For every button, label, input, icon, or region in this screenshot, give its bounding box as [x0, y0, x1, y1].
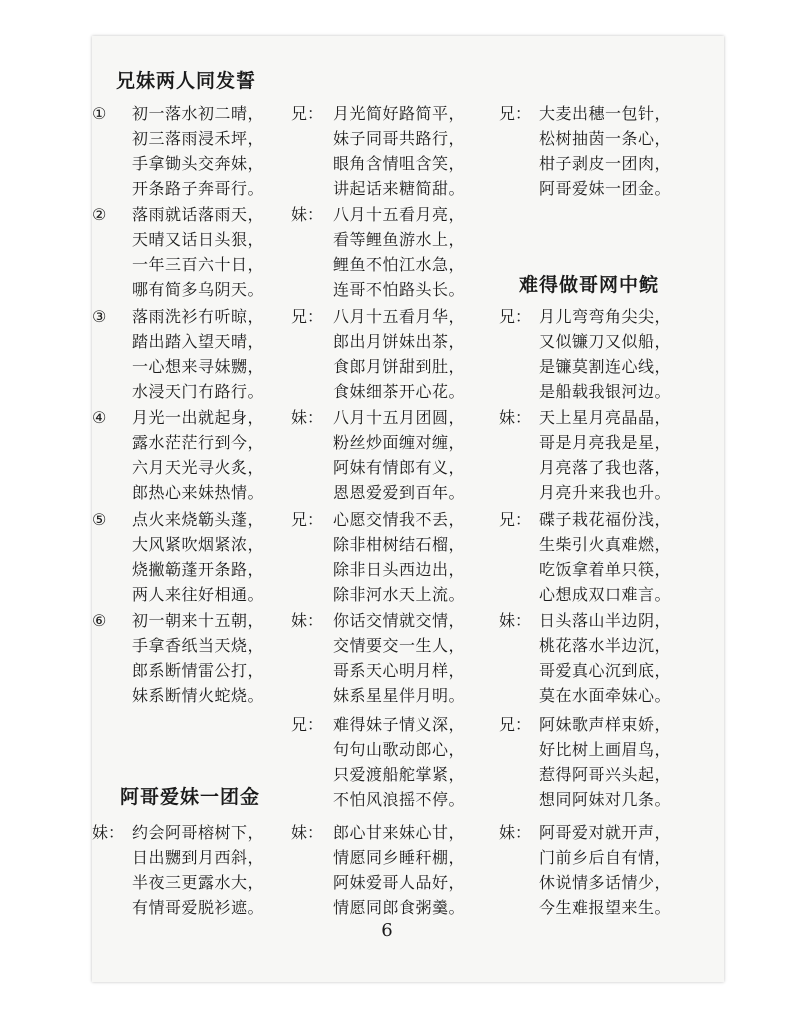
section-title: 兄妹两人同发誓 [116, 70, 257, 92]
verse-line: 烧撇簕蓬开条路， [132, 560, 265, 579]
verse-line: 鲤鱼不怕江水急， [333, 255, 466, 274]
speaker-label: 兄： [291, 715, 324, 734]
verse-line: 眼角含情咀含笑， [333, 154, 466, 173]
verse-line: 食郎月饼甜到肚， [333, 357, 466, 376]
stanza-number: ⑤ [92, 510, 107, 529]
verse-line: 水浸天门冇路行。 [132, 382, 265, 401]
verse-line: 看等鲤鱼游水上， [333, 230, 466, 249]
speaker-label: 妹： [291, 205, 324, 224]
verse-line: 阿哥爱妹一团金。 [539, 179, 672, 198]
verse-line: 天晴又话日头狠， [132, 230, 265, 249]
speaker-label: 妹： [291, 408, 324, 427]
verse-line: 阿哥爱对就开声， [539, 823, 672, 842]
verse-line: 阿妹有情郎有义， [333, 458, 466, 477]
verse-line: 好比树上画眉鸟， [539, 740, 672, 759]
speaker-label: 妹： [92, 823, 125, 842]
verse-line: 食妹细茶开心花。 [333, 382, 466, 401]
verse-line: 连哥不怕路头长。 [333, 280, 466, 299]
speaker-label: 妹： [499, 611, 532, 630]
verse-line: 恩恩爱爱到百年。 [333, 483, 466, 502]
verse-line: 开条路子奔哥行。 [132, 179, 265, 198]
verse-line: 妹子同哥共路行， [333, 129, 466, 148]
verse-line: 柑子剥皮一团肉， [539, 154, 672, 173]
verse-line: 想同阿妹对几条。 [539, 790, 672, 809]
verse-line: 郎热心来妹热情。 [132, 483, 265, 502]
speaker-label: 妹： [499, 823, 532, 842]
verse-line: 八月十五月团圆， [333, 408, 466, 427]
verse-line: 月儿弯弯角尖尖， [539, 307, 672, 326]
verse-line: 日出嬲到月西斜， [132, 848, 265, 867]
verse-line: 月光一出就起身， [132, 408, 265, 427]
verse-line: 心想成双口难言。 [539, 585, 672, 604]
verse-line: 八月十五看月华， [333, 307, 466, 326]
verse-line: 大麦出穗一包针， [539, 104, 672, 123]
verse-line: 手拿锄头交奔妹， [132, 154, 265, 173]
verse-line: 情愿同乡睡秆棚， [333, 848, 466, 867]
stanza-number: ④ [92, 408, 107, 427]
verse-line: 郎系断情雷公打， [132, 661, 265, 680]
verse-line: 碟子栽花福份浅， [539, 510, 672, 529]
verse-line: 句句山歌动郎心， [333, 740, 466, 759]
verse-line: 惹得阿哥兴头起， [539, 765, 672, 784]
verse-line: 不怕风浪摇不停。 [333, 790, 466, 809]
speaker-label: 妹： [291, 823, 324, 842]
verse-line: 两人来往好相通。 [132, 585, 265, 604]
verse-line: 踏出踏入望天晴， [132, 332, 265, 351]
speaker-label: 兄： [499, 510, 532, 529]
verse-line: 难得妹子情义深， [333, 715, 466, 734]
speaker-label: 兄： [499, 104, 532, 123]
verse-line: 松树抽茵一条心， [539, 129, 672, 148]
verse-line: 粉丝炒面缠对缠， [333, 433, 466, 452]
verse-line: 除非日头西边出， [333, 560, 466, 579]
verse-line: 露水茫茫行到今， [132, 433, 265, 452]
verse-line: 天上星月亮晶晶， [539, 408, 672, 427]
verse-line: 一年三百六十日， [132, 255, 265, 274]
verse-line: 哥是月亮我是星， [539, 433, 672, 452]
verse-line: 哥系天心明月样， [333, 661, 466, 680]
verse-line: 妹系星星伴月明。 [333, 686, 466, 705]
verse-line: 情愿同郎食粥羹。 [333, 898, 466, 917]
verse-line: 手拿香纸当天烧， [132, 636, 265, 655]
verse-line: 初三落雨浸禾坪， [132, 129, 265, 148]
verse-line: 除非柑树结石榴， [333, 535, 466, 554]
verse-line: 一心想来寻妹嬲， [132, 357, 265, 376]
verse-line: 初一朝来十五朝， [132, 611, 265, 630]
verse-line: 日头落山半边阴， [539, 611, 672, 630]
verse-line: 妹系断情火蛇烧。 [132, 686, 265, 705]
stanza-number: ③ [92, 307, 107, 326]
verse-line: 哪有简多乌阴天。 [132, 280, 265, 299]
verse-line: 吃饭拿着单只筷， [539, 560, 672, 579]
book-page [92, 36, 724, 982]
verse-line: 六月天光寻火炙， [132, 458, 265, 477]
verse-line: 大风紧吹烟紧浓， [132, 535, 265, 554]
verse-line: 月亮升来我也升。 [539, 483, 672, 502]
verse-line: 点火来烧簕头蓬， [132, 510, 265, 529]
speaker-label: 兄： [499, 307, 532, 326]
verse-line: 初一落水初二晴， [132, 104, 265, 123]
verse-line: 是船载我银河边。 [539, 382, 672, 401]
verse-line: 八月十五看月亮， [333, 205, 466, 224]
stanza-number: ⑥ [92, 611, 107, 630]
verse-line: 半夜三更露水大， [132, 873, 265, 892]
verse-line: 阿妹爱哥人品好， [333, 873, 466, 892]
verse-line: 心愿交情我不丢， [333, 510, 466, 529]
verse-line: 郎出月饼妹出茶， [333, 332, 466, 351]
speaker-label: 兄： [291, 510, 324, 529]
verse-line: 哥爱真心沉到底， [539, 661, 672, 680]
verse-line: 月亮落了我也落， [539, 458, 672, 477]
verse-line: 落雨洗衫冇听晾， [132, 307, 265, 326]
verse-line: 莫在水面牵妹心。 [539, 686, 672, 705]
verse-line: 今生难报望来生。 [539, 898, 672, 917]
verse-line: 落雨就话落雨天， [132, 205, 265, 224]
verse-line: 又似镰刀又似船， [539, 332, 672, 351]
stanza-number: ① [92, 104, 107, 123]
speaker-label: 兄： [291, 104, 324, 123]
verse-line: 休说情多话情少， [539, 873, 672, 892]
speaker-label: 兄： [499, 715, 532, 734]
verse-line: 是镰莫割连心线， [539, 357, 672, 376]
verse-line: 月光简好路简平， [333, 104, 466, 123]
verse-line: 门前乡后自有情， [539, 848, 672, 867]
speaker-label: 兄： [291, 307, 324, 326]
speaker-label: 妹： [499, 408, 532, 427]
stanza-number: ② [92, 205, 107, 224]
verse-line: 有情哥爱脱衫遮。 [132, 898, 265, 917]
verse-line: 只爱渡船舵掌紧， [333, 765, 466, 784]
verse-line: 约会阿哥榕树下， [132, 823, 265, 842]
verse-line: 除非河水天上流。 [333, 585, 466, 604]
verse-line: 郎心甘来妹心甘， [333, 823, 466, 842]
page-number: 6 [381, 920, 393, 941]
section-title: 阿哥爱妹一团金 [120, 786, 261, 808]
verse-line: 桃花落水半边沉， [539, 636, 672, 655]
verse-line: 生柴引火真难燃， [539, 535, 672, 554]
verse-line: 交情要交一生人， [333, 636, 466, 655]
section-title: 难得做哥网中鲩 [519, 274, 660, 296]
verse-line: 你话交情就交情， [333, 611, 466, 630]
speaker-label: 妹： [291, 611, 324, 630]
verse-line: 讲起话来糖简甜。 [333, 179, 466, 198]
verse-line: 阿妹歌声样束娇， [539, 715, 672, 734]
